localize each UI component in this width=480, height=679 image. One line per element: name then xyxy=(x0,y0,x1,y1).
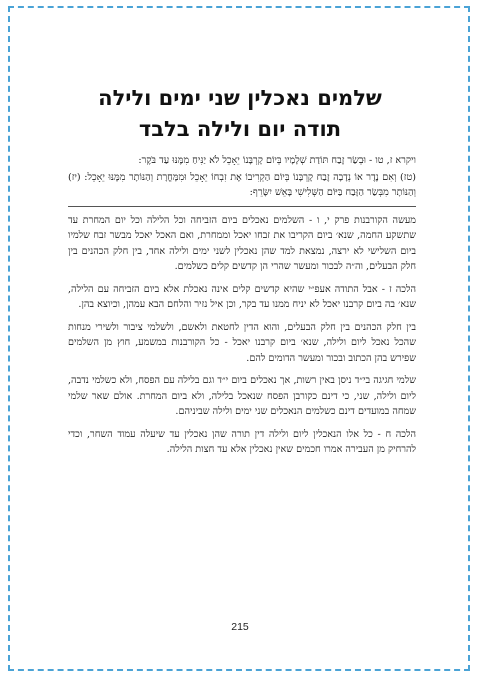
page-subtitle: תודה יום ולילה בלבד xyxy=(138,117,342,141)
paragraph: שלמי חגיגה בי״ד ניסן באין רשות, אך נאכלים ביום י״ד וגם בלילה עם הפסח, ולא כשלמי נדבה, ליום ולילה, שני, כי דינם כקורבן הפסח שנאכל בלילה, ולא ביום המחרת. אולם שאר שלמי שמחה במועדים דינם כשלמים הנאכלים שני ימים ולילה שביניהם. xyxy=(68,375,416,417)
paragraph: הלכה ח - כל אלו הנאכלין ליום ולילה דין תורה שהן נאכלין עד שיעלה עמוד השחר, וכדי להרחיק מן העבירה אמרו חכמים שאין נאכלין אלא עד חצות הלילה. xyxy=(68,428,416,455)
paragraph: הלכה ז - אבל התודה אעפ״י שהיא קדשים קלים אינה נאכלת אלא ביום הזביחה עם הלילה, שנא׳ בה ביום קרבנו יאכל לא יניח ממנו עד בקר, וכן איל נזיר והלחם הבא עמהן, וכיוצא בהן. xyxy=(68,283,416,310)
verse-text: ויקרא ז, טו - וּבְשַׂר זֶבַח תּוֹדַת שְׁלָמָיו בְּיוֹם קָרְבָּנוֹ יֵאָכֵל לֹא יַנִּיחַ מִמֶּנּוּ עַד בֹּקֶר: xyxy=(138,155,416,166)
divider xyxy=(68,206,416,207)
verse-text: (טז) וְאִם נֶדֶר אוֹ נְדָבָה זֶבַח קָרְבָּנוֹ בְּיוֹם הַקְרִיבוֹ אֶת זִבְחוֹ יֵאָכֵל וּמִמָּחֳרָת וְהַנּוֹתָר מִמֶּנּוּ יֵאָכֵל: (יז) וְהַנּוֹתָר מִבְּשַׂר הַזָּבַח בַּיּוֹם הַשְּׁלִישִׁי בָּאֵשׁ יִשָּׂרֵף: xyxy=(68,171,416,198)
paragraph: מעשה הקורבנות פרק י, ו - השלמים נאכלים ביום הזביחה וכל הלילה וכל יום המחרת עד שתשקע החמה, שנא׳ ביום הקריבו את זבחו יאכל וממחרת, ואם האכל יאכל מבשר זבח שלמיו ביום השלישי לא ירצה, נמצאת למד שהן נאכלין לשני ימים ולילה אחד, בין חלק הכהנים בין חלק הבעלים, וה״ה לבכור ומעשר שהרי הן קדשים קלים כשלמים. xyxy=(68,214,416,272)
page-title: שלמים נאכלין שני ימים ולילה xyxy=(98,86,382,110)
document-body xyxy=(68,153,416,465)
page-number: 215 xyxy=(231,621,249,633)
paragraph: בין חלק הכהנים בין חלק הבעלים, והוא הדין לחטאת ולאשם, ולשלמי ציבור ולשירי מנחות שהכל נאכל ליום ולילה, שנא׳ ביום קרבנו יאכל - כל הקורבנות במשמע, חוץ מן השלמים שפירש בהן הכתוב ובכור ומעשר הדומים להם. xyxy=(68,321,416,364)
